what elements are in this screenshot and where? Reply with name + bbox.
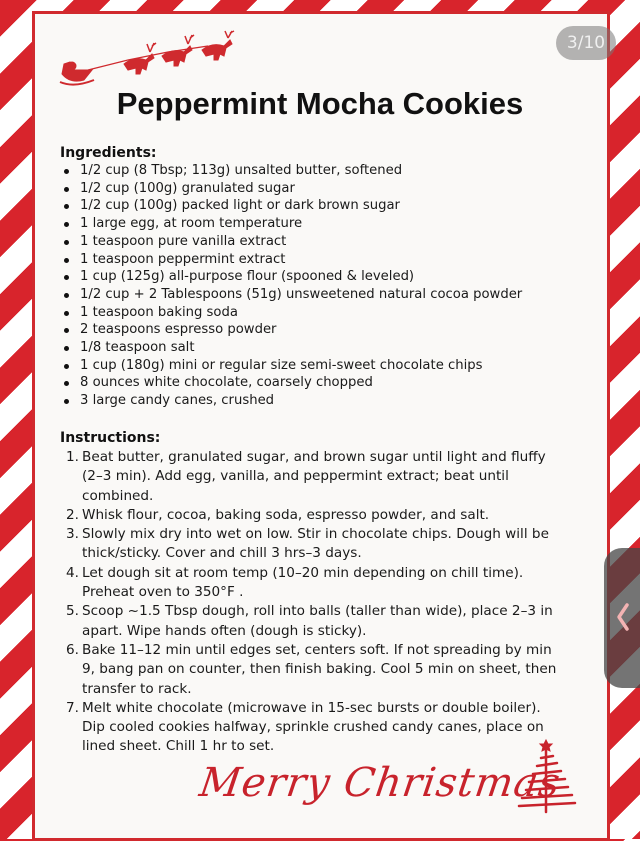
ingredients-heading: Ingredients: [60, 145, 157, 161]
instruction-step: 5. Scoop ~1.5 Tbsp dough, roll into balls (taller than wide), place 2–3 in apart. Wipe hands often (dough is sticky). [66, 603, 553, 639]
ingredient-item: 1 teaspoon pure vanilla extract [60, 233, 522, 251]
bullet-icon [64, 169, 69, 174]
ingredient-item: 1/2 cup (100g) granulated sugar [60, 180, 522, 198]
ingredient-item: 1 cup (125g) all-purpose flour (spooned & leveled) [60, 268, 522, 286]
ingredient-item: 1 large egg, at room temperature [60, 215, 522, 233]
bullet-icon [64, 293, 69, 298]
instructions-heading: Instructions: [60, 430, 161, 446]
merry-christmas-signature: Merry Christmas [196, 760, 564, 806]
bullet-icon [64, 240, 69, 245]
bullet-icon [64, 328, 69, 333]
sleigh-reindeer-icon [58, 30, 248, 90]
ingredient-item: 1/2 cup (100g) packed light or dark brown sugar [60, 197, 522, 215]
ingredient-item: 1 cup (180g) mini or regular size semi-sweet chocolate chips [60, 357, 522, 375]
ingredient-item: 2 teaspoons espresso powder [60, 321, 522, 339]
instruction-step: 6. Bake 11–12 min until edges set, centers soft. If not spreading by min 9, bang pan on counter, then finish baking. Cool 5 min on sheet, then transfer to rack. [66, 641, 557, 697]
ingredient-item: 1 teaspoon baking soda [60, 304, 522, 322]
ingredients-list [60, 162, 522, 410]
bullet-icon [64, 204, 69, 209]
page-counter-badge: 3/10 [556, 26, 616, 60]
instruction-step: 7. Melt white chocolate (microwave in 15-sec bursts or double boiler). Dip cooled cookies halfway, sprinkle crushed candy canes, place on lined sheet. Chill 1 hr to set. [66, 699, 544, 755]
instruction-step: 4. Let dough sit at room temp (10–20 min depending on chill time). Preheat oven to 350°F . [66, 564, 524, 601]
ingredient-item: 3 large candy canes, crushed [60, 392, 522, 410]
ingredient-item: 8 ounces white chocolate, coarsely chopped [60, 374, 522, 392]
bullet-icon [64, 275, 69, 280]
ingredient-item: 1 teaspoon peppermint extract [60, 251, 522, 269]
ingredient-item: 1/8 teaspoon salt [60, 339, 522, 357]
ingredient-item: 1/2 cup (8 Tbsp; 113g) unsalted butter, softened [60, 162, 522, 180]
instructions-list [66, 448, 566, 757]
page-title: Peppermint Mocha Cookies [116, 86, 524, 121]
bullet-icon [64, 222, 69, 227]
bullet-icon [64, 364, 69, 369]
chevron-left-icon [614, 602, 632, 632]
bullet-icon [64, 381, 69, 386]
instruction-step: 2. Whisk flour, cocoa, baking soda, espresso powder, and salt. [66, 506, 490, 523]
instruction-step: 1. Beat butter, granulated sugar, and brown sugar until light and fluffy (2–3 min). Add egg, vanilla, and peppermint extract; beat until combined. [66, 449, 546, 504]
bullet-icon [64, 399, 69, 404]
bullet-icon [64, 346, 69, 351]
christmas-tree-icon [515, 736, 577, 814]
instruction-step: 3. Slowly mix dry into wet on low. Stir in chocolate chips. Dough will be thick/sticky. Cover and chill 3 hrs–3 days. [66, 526, 549, 562]
side-panel-handle[interactable] [604, 548, 640, 688]
ingredient-item: 1/2 cup + 2 Tablespoons (51g) unsweetened natural cocoa powder [60, 286, 522, 304]
bullet-icon [64, 187, 69, 192]
bullet-icon [64, 258, 69, 263]
bullet-icon [64, 311, 69, 316]
